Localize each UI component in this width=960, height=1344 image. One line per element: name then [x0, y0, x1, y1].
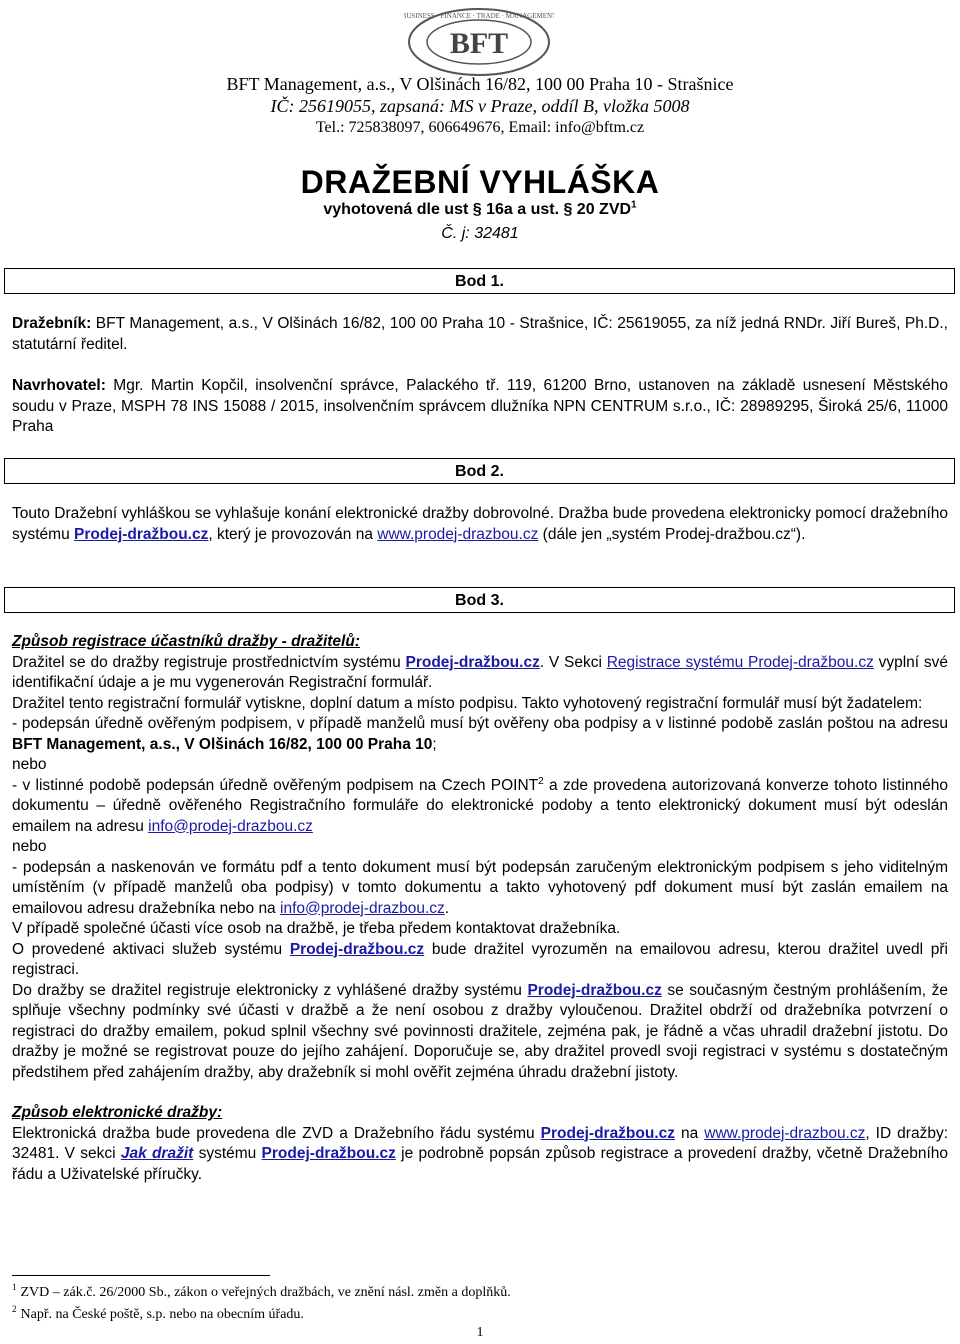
document-subtitle: vyhotovená dle ust § 16a a ust. § 20 ZVD$^1$ [323, 199, 637, 218]
prodej-drazbou-link[interactable]: Prodej-dražbou.cz [540, 1124, 676, 1142]
jak-drazit-link[interactable]: Jak dražit [120, 1145, 194, 1162]
prodej-drazbou-link[interactable]: Prodej-dražbou.cz [261, 1145, 396, 1162]
reference-number: Č. j: 32481 [441, 225, 519, 242]
activation-paragraph: O provedené aktivaci služeb systému Prodej-dražbou.cz bude dražitel vyrozuměn na emailovou adresu, kterou dražitel uvedl při registraci. [12, 940, 948, 978]
section-heading-bod2: Bod 2. [4, 458, 955, 484]
navrhovatel-paragraph: Navrhovatel: Mgr. Martin Kopčil, insolvenční správce, Palackého tř. 119, 61200 Brno, ustanoven na základě usnesení Městského soudu v Praze, MSPH 78 INS 15088 / 2015, insolvenčním správcem dlužníka NPN CENTRUM s.r.o., IČ: 28989295, Široká 25/6, 11000 Praha [12, 377, 948, 435]
footnote-1: $^1$ ZVD – zák.č. 26/2000 Sb., zákon o veřejných dražbách, ve znění násl. změn a doplňků. [12, 1282, 511, 1300]
drazebnik-paragraph: Dražebník: BFT Management, a.s., V Olšinách 16/82, 100 00 Praha 10 - Strašnice, IČ: 25619055, za níž jedná RNDr. Jiří Bureš, Ph.D., statutární ředitel. [12, 315, 948, 353]
nebo-text: nebo [12, 756, 47, 773]
email-link[interactable]: info@prodej-drazbou.cz [148, 817, 313, 835]
prodej-drazbou-link[interactable]: Prodej-dražbou.cz [527, 981, 662, 999]
joint-participation-paragraph: V případě společné účasti více osob na dražbě, je třeba předem kontaktovat dražebníka. [12, 920, 621, 937]
footnote-2: $^2$ Např. na České poště, s.p. nebo na obecním úřadu. [12, 1304, 304, 1322]
www-prodej-drazbou-link[interactable]: www.prodej-drazbou.cz [377, 525, 539, 543]
electronic-auction-heading: Způsob elektronické dražby: [12, 1104, 223, 1121]
www-prodej-drazbou-link[interactable]: www.prodej-drazbou.cz [704, 1124, 866, 1142]
title-box [252, 158, 708, 252]
company-contact: Tel.: 725838097, 606649676, Email: info@bftm.cz [315, 119, 645, 136]
registration-section-link[interactable]: Registrace systému Prodej-dražbou.cz [606, 653, 874, 671]
page-number: 1 [476, 1325, 484, 1340]
prodej-drazbou-link[interactable]: Prodej-dražbou.cz [405, 653, 540, 671]
section-heading-bod1: Bod 1. [4, 268, 955, 294]
bod2-paragraph: Touto Dražební vyhláškou se vyhlašuje konání elektronické dražby dobrovolné. Dražba bude provedena elektronicky pomocí dražebního systému Prodej-dražbou.cz, který je provozován na www.prodej-drazbou.cz (dále jen „systém Prodej-dražbou.cz“). [12, 505, 948, 543]
option-pdf-paragraph: - podepsán a naskenován ve formátu pdf a tento dokument musí být podepsán zaručeným elektronickým podpisem s jeho viditelným umístěním (v případě manželů oba podpisy) v tomto dokumentu a takto vyhotovený pdf dokument musí být zaslán emailem na emailovou adresu dražebníka nebo na info@prodej-drazbou.cz. [12, 858, 948, 917]
electronic-auction-paragraph: Elektronická dražba bude provedena dle ZVD a Dražebního řádu systému Prodej-dražbou.cz na www.prodej-drazbou.cz, ID dražby: 32481. V sekci Jak dražit systému Prodej-dražbou.cz je podrobně popsán způsob registrace a provedení dražby, včetně Dražebního řádu a Uživatelské příručky. [12, 1124, 948, 1183]
logo-ring-text: BUSINESS · FINANCE · TRADE · MANAGEMENT [404, 12, 554, 20]
company-logo [404, 6, 554, 78]
section-heading-bod3: Bod 3. [4, 587, 955, 613]
bod3-content [12, 632, 948, 1185]
registration-paragraph: Dražitel se do dražby registruje prostřednictvím systému Prodej-dražbou.cz. V Sekci Registrace systému Prodej-dražbou.cz vyplní své identifikační údaje a je mu vygenerován Registrační formulář. [12, 653, 948, 691]
prodej-drazbou-link[interactable]: Prodej-dražbou.cz [74, 525, 209, 543]
document-title: DRAŽEBNÍ VYHLÁŠKA [300, 164, 660, 200]
footnote-divider [12, 1275, 270, 1276]
company-address: BFT Management, a.s., V Olšinách 16/82, 100 00 Praha 10 - Strašnice [226, 74, 734, 94]
email-link[interactable]: info@prodej-drazbou.cz [280, 899, 445, 917]
form-paragraph: Dražitel tento registrační formulář vytiskne, doplní datum a místo podpisu. Takto vyhotovený registrační formulář musí být žadatelem: [12, 694, 923, 712]
nebo-text: nebo [12, 838, 47, 855]
prodej-drazbou-link[interactable]: Prodej-dražbou.cz [289, 940, 425, 958]
option-czechpoint-paragraph: - v listinné podobě podepsán úředně ověřeným podpisem na Czech POINT$^2$ a zde provedena autorizovaná konverze tohoto listinného dokumentu – úředně ověřeného Registračního formuláře do elektronické podoby a tento elektronický dokument musí být odeslán emailem na adresu info@prodej-drazbou.cz [12, 775, 948, 835]
auction-registration-paragraph: Do dražby se dražitel registruje elektronicky z vyhlášené dražby systému Prodej-dražbou.cz se současným čestným prohlášením, že splňuje všechny podmínky své účasti v dražbě a že není osobou z dražby vyloučenou. Dražitel obdrží od dražebníka potvrzení o registraci do dražby emailem, pokud splnil všechny své povinnosti dražitele, zejména pak, je řádně a včas uhradil dražební jistotu. Do dražby je možné se registrovat pouze do jejího zahájení. Doporučuje se, aby dražitel provedl svoji registraci v systému s dostatečným předstihem před zahájením dražby, aby dražebník si mohl ověřit zejména úhradu dražební jistoty. [12, 981, 948, 1081]
registration-heading: Způsob registrace účastníků dražby - dražitelů: [12, 633, 360, 650]
logo-center-text: BFT [449, 27, 509, 60]
company-registration: IČ: 25619055, zapsaná: MS v Praze, oddíl B, vložka 5008 [270, 96, 690, 116]
option-post-paragraph: - podepsán úředně ověřeným podpisem, v případě manželů musí být ověřeny oba podpisy a v listinné podobě zaslán poštou na adresu BFT Management, a.s., V Olšinách 16/82, 100 00 Praha 10; [12, 715, 948, 753]
